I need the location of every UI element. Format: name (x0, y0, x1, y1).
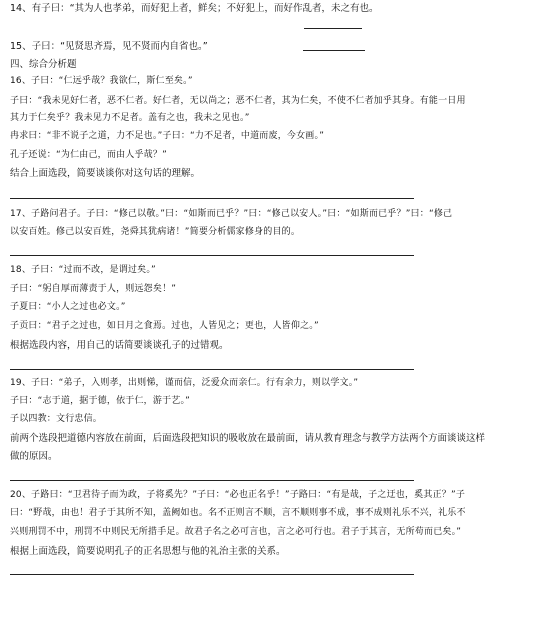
question-17-line: 以安百姓。修己以安百姓，尧舜其犹病诸！”简要分析儒家修身的目的。 (10, 227, 301, 237)
question-18-line: 子夏曰：“小人之过也必文。” (10, 302, 126, 312)
question-14: 14、有子曰：“其为人也孝弟，而好犯上者，鲜矣；不好犯上，而好作乱者，未之有也。 (10, 3, 379, 14)
question-16-prompt: 结合上面选段，简要谈谈你对这句话的理解。 (10, 168, 201, 179)
answer-line (10, 369, 414, 370)
question-20-line: 兴则刑罚不中，刑罚不中则民无所措手足。故君子名之必可言也，言之必可行也。君子于其言，无所苟而已矣。” (10, 527, 462, 537)
question-16-line: 16、子曰：“仁远乎哉？我欲仁，斯仁至矣。” (10, 76, 193, 86)
question-15: 15、子曰：“见贤思齐焉，见不贤而内自省也。” (10, 41, 208, 52)
question-16-line: 冉求曰：“非不说子之道，力不足也。”子曰：“力不足者，中道而废，今女画。” (10, 131, 325, 141)
question-19-prompt: 前两个选段把道德内容放在前面，后面选段把知识的吸收放在最前面，请从教育理念与教学方法两个方面谈谈这样 (10, 433, 486, 444)
question-18-line: 18、子曰：“过而不改，是谓过矣。” (10, 265, 156, 275)
question-16-line: 子曰：“我未见好仁者，恶不仁者。好仁者，无以尚之；恶不仁者，其为仁矣，不使不仁者加乎其身。有能一日用 (10, 96, 466, 106)
question-20-prompt: 根据上面选段，简要说明孔子的正名思想与他的礼治主张的关系。 (10, 546, 286, 557)
question-20-line: 曰：“野哉，由也！君子于其所不知，盖阙如也。名不正则言不顺，言不顺则事不成，事不成则礼乐不兴，礼乐不 (10, 508, 466, 518)
answer-line (10, 198, 414, 199)
question-18-prompt: 根据选段内容，用自己的话简要谈谈孔子的过错观。 (10, 340, 229, 351)
answer-blank (304, 28, 362, 29)
question-20-line: 20、子路曰：“卫君待子而为政，子将奚先？”子曰：“必也正名乎！”子路曰：“有是哉，子之迂也，奚其正？”子 (10, 490, 466, 500)
section-title: 四、综合分析题 (10, 59, 77, 70)
answer-line (10, 255, 414, 256)
question-17-line: 17、子路问君子。子曰：“修己以敬。”曰：“如斯而已乎？”曰：“修己以安人。”曰：“如斯而已乎？”曰：“修己 (10, 209, 453, 219)
question-16-line: 孔子还说：“为仁由己，而由人乎哉？” (10, 150, 167, 160)
question-19-line: 19、子曰：“弟子，入则孝，出则悌，谨而信，泛爱众而亲仁。行有余力，则以学文。” (10, 378, 359, 388)
answer-blank (303, 50, 365, 51)
question-19-line: 子以四教：文行忠信。 (10, 414, 103, 424)
question-19-prompt: 做的原因。 (10, 451, 58, 462)
question-19-line: 子曰：“志于道，据于德，依于仁，游于艺。” (10, 396, 191, 406)
answer-line (10, 480, 414, 481)
answer-line (10, 574, 414, 575)
question-18-line: 子贡曰：“君子之过也，如日月之食焉。过也，人皆见之；更也，人皆仰之。” (10, 321, 319, 331)
question-16-line: 其力于仁矣乎？我未见力不足者。盖有之也，我未之见也。” (10, 113, 250, 123)
question-18-line: 子曰：“躬自厚而薄责于人，则远怨矣！” (10, 284, 177, 294)
